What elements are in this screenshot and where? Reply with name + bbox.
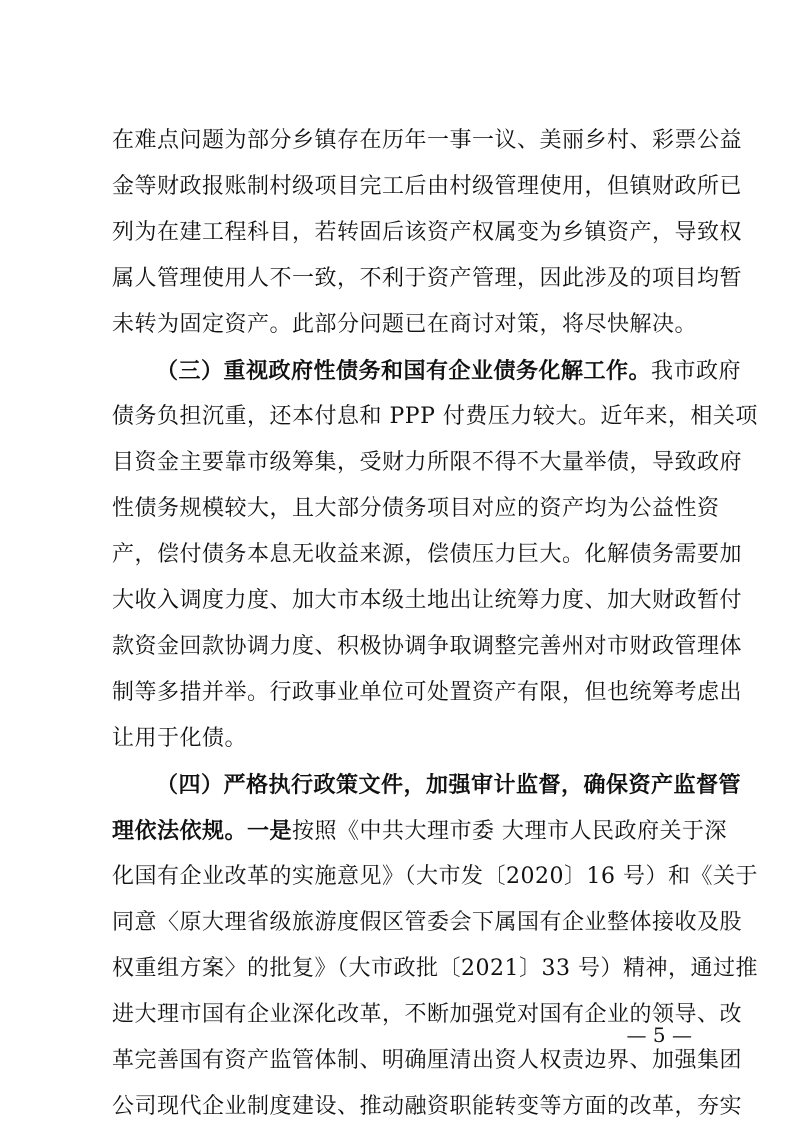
- section-3-heading: （三）重视政府性债务和国有企业债务化解工作。: [156, 358, 652, 384]
- text-line-2: [112, 164, 743, 210]
- line-text: 按照《中共大理市委 大理市人民政府关于深: [292, 819, 728, 844]
- line-text: 款资金回款协调力度、积极协调争取调整完善州对市财政管理体: [112, 634, 743, 659]
- text-line-11: [112, 578, 743, 624]
- section-4-heading: （四）严格执行政策文件，加强审计监督，确保资产监督管: [156, 772, 742, 798]
- text-line-12: [112, 624, 743, 670]
- text-line-9: [112, 486, 720, 532]
- text-line-17: [112, 854, 758, 900]
- line-text: 公司现代企业制度建设、推动融资职能转变等方面的改革，夯实: [112, 1094, 743, 1119]
- text-line-7: [112, 394, 758, 440]
- line-text: 进大理市国有企业深化改革，不断加强党对国有企业的领导、改: [112, 1002, 743, 1027]
- section-3-heading-line: [112, 348, 742, 394]
- line-text: 列为在建工程科目，若转固后该资产权属变为乡镇资产，导致权: [112, 220, 743, 245]
- line-text: 同意〈原大理省级旅游度假区管委会下属国有企业整体接收及股: [112, 910, 743, 935]
- line-text: 大收入调度力度、加大市本级土地出让统筹力度、加大财政暂付: [112, 588, 743, 613]
- line-text: 属人管理使用人不一致，不利于资产管理，因此涉及的项目均暂: [112, 266, 743, 291]
- text-line-20: [112, 992, 743, 1038]
- text-line-21: [112, 1038, 743, 1084]
- line-text: 制等多措并举。行政事业单位可处置资产有限，但也统筹考虑出: [112, 680, 743, 705]
- line-text: 产，偿付债务本息无收益来源，偿债压力巨大。化解债务需要加: [112, 542, 743, 567]
- section-4-heading-cont: 理依法依规。一是: [112, 818, 293, 844]
- line-text: 目资金主要靠市级筹集，受财力所限不得不大量举债，导致政府: [112, 450, 743, 475]
- line-text: 化国有企业改革的实施意见》（大市发〔2020〕16 号）和《关于: [112, 864, 758, 889]
- body-text: [112, 118, 758, 1130]
- text-line-10: [112, 532, 743, 578]
- text-line-3: [112, 210, 743, 256]
- text-line-5: [112, 302, 698, 348]
- line-text: 金等财政报账制村级项目完工后由村级管理使用，但镇财政所已: [112, 174, 743, 199]
- text-line-4: [112, 256, 743, 302]
- section-4-heading-line-2: [112, 808, 728, 854]
- line-text: 让用于化债。: [112, 726, 248, 751]
- line-text: 革完善国有资产监管体制、明确厘清出资人权责边界、加强集团: [112, 1048, 743, 1073]
- line-text: 我市政府: [651, 359, 742, 384]
- text-line-19: [112, 946, 758, 992]
- line-text: 权重组方案〉的批复》（大市政批〔2021〕33 号）精神，通过推: [112, 956, 758, 981]
- line-text: 债务负担沉重，还本付息和 PPP 付费压力较大。近年来，相关项: [112, 404, 758, 429]
- text-line-13: [112, 670, 743, 716]
- text-line-18: [112, 900, 743, 946]
- text-line-8: [112, 440, 743, 486]
- text-line-14: [112, 716, 692, 762]
- text-line-1: [112, 118, 743, 164]
- line-text: 性债务规模较大，且大部分债务项目对应的资产均为公益性资: [112, 496, 720, 521]
- line-text: 未转为固定资产。此部分问题已在商讨对策，将尽快解决。: [112, 312, 698, 337]
- text-line-22: [112, 1084, 743, 1130]
- line-text: 在难点问题为部分乡镇存在历年一事一议、美丽乡村、彩票公益: [112, 128, 743, 153]
- page-number: — 5 —: [626, 1023, 692, 1047]
- section-4-heading-line: [112, 762, 742, 808]
